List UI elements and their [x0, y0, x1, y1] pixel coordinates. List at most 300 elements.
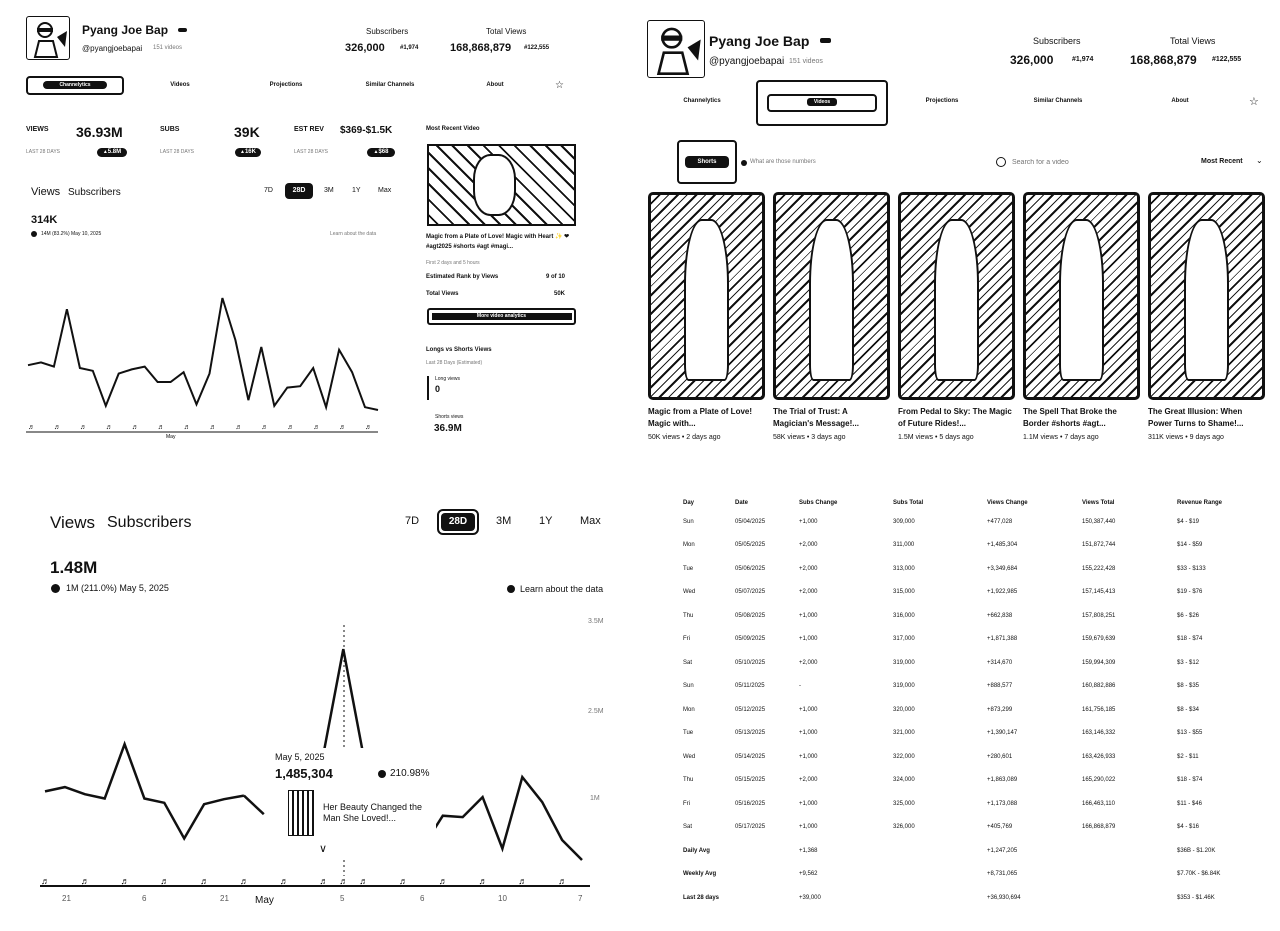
channel-name: Pyang Joe Bap — [709, 33, 810, 49]
table-cell: +1,173,088 — [987, 800, 1018, 807]
video-card[interactable] — [773, 192, 890, 441]
tooltip-video-title: Her Beauty Changed the Man She Loved!... — [323, 802, 423, 823]
x-axis-marker: ♬ — [157, 424, 165, 431]
table-cell — [735, 863, 799, 887]
info-icon — [31, 231, 37, 237]
table-cell: +2,000 — [799, 565, 818, 572]
views-period: LAST 28 DAYS — [26, 149, 60, 155]
table-cell: +1,390,147 — [987, 730, 1018, 737]
x-axis-marker: ♬ — [80, 876, 90, 886]
table-cell: 05/16/2025 — [735, 800, 766, 807]
table-cell: $4 - $19 — [1177, 518, 1200, 525]
tab-about[interactable]: About — [486, 82, 504, 88]
table-cell: Sun — [683, 683, 694, 690]
tab-videos[interactable]: Videos — [170, 82, 190, 88]
big-chart-panel — [0, 480, 620, 931]
x-axis-marker: ♬ — [131, 424, 139, 431]
channel-handle: @pyangjoebapai — [82, 44, 143, 53]
video-meta: 1.5M views • 5 days ago — [898, 434, 974, 441]
column-header: Revenue Range — [1177, 500, 1223, 506]
summary-row — [683, 839, 1263, 863]
video-thumbnail[interactable] — [898, 192, 1015, 400]
thumbnail-figure — [1059, 219, 1103, 381]
views-change-badge: ▲ 5.8M — [97, 148, 127, 157]
table-cell: +405,769 — [987, 824, 1013, 831]
x-tick-label: 7 — [578, 894, 583, 903]
table-row — [683, 628, 1263, 652]
x-tick-label: 21 — [62, 894, 71, 903]
table-cell: 326,000 — [893, 824, 915, 831]
x-axis-markers — [41, 876, 567, 886]
table-cell: Fri — [683, 636, 690, 643]
chart-subscribers-tab[interactable]: Subscribers — [68, 187, 121, 198]
chart-headline: 314K — [31, 214, 58, 226]
table-cell: +1,000 — [799, 824, 818, 831]
video-card[interactable] — [898, 192, 1015, 441]
search-icon[interactable] — [996, 157, 1006, 167]
table-cell: 165,290,022 — [1082, 777, 1116, 784]
column-header: Date — [735, 500, 749, 506]
x-tick-label: 10 — [498, 894, 507, 903]
tab-videos[interactable] — [756, 80, 888, 126]
tab-videos-inner — [767, 94, 877, 112]
avatar[interactable] — [26, 16, 70, 60]
sort-select[interactable]: Most Recent — [1201, 158, 1243, 165]
table-cell: Sat — [683, 824, 693, 831]
tab-projections[interactable]: Projections — [925, 98, 959, 104]
table-row — [683, 745, 1263, 769]
subscribers-value: 326,000 — [345, 42, 385, 54]
table-cell: +1,000 — [799, 800, 818, 807]
type-shorts-label: Shorts — [685, 156, 729, 168]
table-cell: +1,368 — [799, 847, 818, 854]
x-axis-marker: ♬ — [160, 876, 170, 886]
avatar-image — [648, 21, 705, 78]
video-card[interactable] — [648, 192, 765, 441]
table-cell: +1,000 — [799, 706, 818, 713]
x-axis-marker: ♬ — [478, 876, 488, 886]
table-cell: 166,463,110 — [1082, 800, 1115, 807]
table-cell: +2,000 — [799, 777, 818, 784]
learn-about-data-link[interactable]: Learn about the data — [330, 231, 377, 237]
range-3m[interactable]: 3M — [324, 187, 334, 194]
subscribers-value: 326,000 — [1010, 53, 1054, 67]
table-cell: 05/15/2025 — [735, 777, 766, 784]
table-cell: $19 - $76 — [1177, 589, 1203, 596]
x-axis-marker: ♬ — [209, 424, 217, 431]
x-axis-marker: ♬ — [279, 876, 289, 886]
x-axis-marker: ♬ — [399, 876, 408, 886]
total-views-value: 168,868,879 — [450, 42, 512, 54]
est-rev-label: EST REV — [294, 126, 324, 133]
video-meta: 50K views • 2 days ago — [648, 434, 721, 441]
table-cell: +888,577 — [987, 683, 1013, 690]
table-cell: +1,871,388 — [987, 636, 1018, 643]
tab-channelytics-label: Channelytics — [43, 81, 107, 89]
table-cell — [1082, 839, 1177, 863]
chart-views-tab[interactable]: Views — [31, 186, 61, 198]
table-cell — [893, 863, 987, 887]
video-title[interactable]: Magic from a Plate of Love! Magic with... — [648, 407, 753, 428]
x-axis-marker: ♬ — [319, 876, 329, 886]
tab-similar-channels[interactable]: Similar Channels — [365, 82, 415, 88]
x-axis-marker: ♬ — [558, 876, 568, 886]
long-views-box — [427, 376, 460, 400]
x-axis-marker: ♬ — [261, 424, 269, 431]
table-cell: 163,426,933 — [1082, 753, 1116, 760]
stats-table-panel — [640, 480, 1280, 931]
views-series-line — [244, 796, 264, 815]
views-series-line — [45, 744, 244, 838]
table-cell: $8 - $34 — [1177, 706, 1200, 713]
video-title[interactable]: The Spell That Broke the Border #shorts #agt... — [1023, 407, 1117, 428]
table-cell: - — [799, 683, 801, 690]
table-cell: 319,000 — [893, 683, 915, 690]
channel-handle: @pyangjoebapai — [709, 56, 785, 67]
x-tick-label: 6 — [142, 894, 147, 903]
table-cell: +477,028 — [987, 518, 1013, 525]
table-cell: $353 - $1.46K — [1177, 894, 1215, 901]
type-shorts[interactable] — [677, 140, 737, 184]
views-detail-chart — [0, 480, 620, 931]
table-header-row — [683, 496, 1263, 510]
est-rev-value: $369-$1.5K — [340, 125, 393, 136]
table-cell: 05/07/2025 — [735, 589, 766, 596]
chart-headline-change: 1M (211.0%) May 5, 2025 — [66, 583, 169, 593]
views-series-line — [323, 649, 363, 754]
table-cell: +873,299 — [987, 706, 1013, 713]
subs-period: LAST 28 DAYS — [160, 149, 194, 155]
video-count: 151 videos — [789, 58, 823, 65]
column-header: Subs Total — [893, 500, 924, 506]
table-cell: $18 - $74 — [1177, 636, 1203, 643]
subscribers-rank: #1,974 — [1072, 56, 1094, 63]
total-views-value: 168,868,879 — [1130, 53, 1197, 67]
rank-value: 9 of 10 — [546, 274, 566, 280]
table-cell — [1082, 886, 1177, 910]
x-axis-marker: ♬ — [239, 876, 249, 886]
table-cell: $36B - $1.20K — [1177, 847, 1216, 854]
table-cell: +36,930,694 — [987, 894, 1021, 901]
column-header: Subs Change — [799, 500, 838, 506]
table-cell: +3,349,684 — [987, 565, 1018, 572]
thumbnail-figure — [473, 154, 517, 216]
video-title[interactable]: From Pedal to Sky: The Magic of Future Rides!... — [898, 407, 1012, 428]
more-video-analytics-label: More video analytics — [432, 313, 572, 320]
table-cell: 324,000 — [893, 777, 915, 784]
more-video-analytics-button[interactable] — [427, 308, 576, 325]
pin-icon[interactable]: ☆ — [1249, 96, 1259, 108]
table-cell: 313,000 — [893, 565, 915, 572]
thumbnail-figure — [684, 219, 728, 381]
table-cell: +1,000 — [799, 636, 818, 643]
table-cell: 316,000 — [893, 612, 915, 619]
verified-badge — [820, 38, 831, 43]
tab-videos-label: Videos — [807, 98, 837, 106]
recent-views-value: 50K — [554, 291, 566, 297]
summary-row — [683, 886, 1263, 910]
total-views-rank: #122,555 — [1212, 56, 1242, 63]
table-cell: 05/04/2025 — [735, 518, 766, 525]
range-3m[interactable]: 3M — [496, 515, 512, 527]
subs-value: 39K — [234, 124, 260, 140]
video-card[interactable] — [1148, 192, 1265, 441]
overview-views-line — [28, 298, 378, 410]
y-tick-label: 3.5M — [588, 618, 604, 625]
recent-views-label: Total Views — [426, 291, 459, 297]
search-input[interactable] — [1012, 155, 1142, 169]
table-cell: Weekly Avg — [683, 871, 717, 878]
table-cell: $2 - $11 — [1177, 753, 1199, 760]
thumbnail-figure — [809, 219, 853, 381]
table-cell: $18 - $74 — [1177, 777, 1203, 784]
tab-similar-channels[interactable]: Similar Channels — [1033, 98, 1083, 104]
table-cell: +1,485,304 — [987, 542, 1018, 549]
table-cell: +2,000 — [799, 542, 818, 549]
table-cell: Last 28 days — [683, 894, 720, 901]
table-cell: +1,000 — [799, 612, 818, 619]
table-row — [683, 769, 1263, 793]
table-cell: 161,756,185 — [1082, 706, 1116, 713]
x-axis-marker: ♬ — [200, 876, 210, 886]
table-cell: Fri — [683, 800, 690, 807]
videos-panel — [640, 0, 1280, 460]
table-cell: $4 - $16 — [1177, 824, 1200, 831]
table-cell: 325,000 — [893, 800, 915, 807]
chart-subscribers-tab[interactable]: Subscribers — [107, 514, 192, 531]
table-cell — [893, 886, 987, 910]
video-thumbnail[interactable] — [773, 192, 890, 400]
table-cell: +9,562 — [799, 871, 818, 878]
table-cell: Sun — [683, 518, 694, 525]
overview-chart — [26, 240, 386, 440]
table-cell: +1,000 — [799, 753, 818, 760]
range-7d[interactable]: 7D — [405, 515, 420, 527]
range-max[interactable]: Max — [378, 187, 392, 194]
range-7d[interactable]: 7D — [264, 187, 273, 194]
table-cell: Wed — [683, 753, 696, 760]
overview-axis-month: May — [166, 434, 176, 440]
daily-stats-table — [683, 496, 1263, 910]
x-tick-label: 6 — [420, 894, 425, 903]
video-title[interactable]: The Great Illusion: When Power Turns to Shame!... — [1148, 407, 1244, 428]
y-tick-label: 1M — [590, 795, 600, 802]
x-axis-marker: ♬ — [105, 424, 113, 431]
avatar[interactable] — [647, 20, 705, 78]
table-cell — [735, 886, 799, 910]
shorts-views-label: Shorts views — [435, 414, 464, 420]
table-cell: 157,808,251 — [1082, 612, 1116, 619]
table-cell: 05/06/2025 — [735, 565, 766, 572]
x-tick-label: 5 — [340, 894, 345, 903]
overview-panel — [0, 0, 620, 460]
table-row — [683, 510, 1263, 534]
table-cell: 317,000 — [893, 636, 915, 643]
table-cell: 05/13/2025 — [735, 730, 766, 737]
x-axis-marker: ♬ — [120, 876, 130, 886]
video-thumbnail[interactable] — [1023, 192, 1140, 400]
video-meta: 1.1M views • 7 days ago — [1023, 434, 1099, 441]
range-1y[interactable]: 1Y — [352, 187, 361, 194]
x-axis-marker: ♬ — [339, 424, 347, 431]
table-cell: 159,994,309 — [1082, 659, 1116, 666]
x-axis-marker: ♬ — [313, 424, 321, 431]
table-cell: Tue — [683, 730, 694, 737]
table-cell: 321,000 — [893, 730, 915, 737]
tab-projections[interactable]: Projections — [269, 82, 303, 88]
tab-channelytics[interactable] — [26, 76, 124, 95]
table-cell: 05/05/2025 — [735, 542, 766, 549]
subscribers-label: Subscribers — [1033, 36, 1081, 46]
table-cell: +2,000 — [799, 659, 818, 666]
x-axis-marker: ♬ — [518, 876, 528, 886]
subscribers-label: Subscribers — [366, 27, 409, 36]
most-recent-published: First 2 days and 5 hours — [426, 260, 480, 266]
table-cell: +1,922,985 — [987, 589, 1018, 596]
table-cell: 315,000 — [893, 589, 915, 596]
pin-icon[interactable]: ☆ — [555, 80, 564, 91]
learn-about-data-link[interactable]: Learn about the data — [520, 584, 604, 594]
total-views-label: Total Views — [1170, 36, 1216, 46]
avatar-image — [27, 17, 70, 60]
table-cell: 151,872,744 — [1082, 542, 1116, 549]
rank-label: Estimated Rank by Views — [426, 274, 499, 280]
table-row — [683, 581, 1263, 605]
table-cell: 160,882,886 — [1082, 683, 1116, 690]
info-icon[interactable] — [741, 160, 747, 166]
subscribers-rank: #1,974 — [400, 45, 419, 51]
table-cell: 05/14/2025 — [735, 753, 766, 760]
table-cell: 05/10/2025 — [735, 659, 766, 666]
video-thumbnail[interactable] — [648, 192, 765, 400]
long-views-label: Long views — [435, 376, 461, 382]
x-axis-marker: ♬ — [339, 876, 349, 886]
video-meta: 58K views • 3 days ago — [773, 434, 846, 441]
longs-vs-shorts-sub: Last 28 Days (Estimated) — [426, 360, 483, 366]
table-cell: +662,838 — [987, 612, 1013, 619]
table-cell: 322,000 — [893, 753, 915, 760]
y-tick-label: 2.5M — [588, 708, 604, 715]
x-axis-marker: ♬ — [79, 424, 87, 431]
x-tick-label: May — [255, 895, 274, 906]
table-cell: 163,146,332 — [1082, 730, 1116, 737]
table-cell: +1,000 — [799, 518, 818, 525]
table-cell: +2,000 — [799, 589, 818, 596]
table-cell: 311,000 — [893, 542, 915, 549]
table-row — [683, 722, 1263, 746]
most-recent-thumbnail[interactable] — [427, 144, 576, 226]
channel-name: Pyang Joe Bap — [82, 23, 169, 37]
tooltip-date: May 5, 2025 — [275, 752, 325, 762]
table-cell: +39,000 — [799, 894, 821, 901]
subs-change-badge: ▲ 16K — [235, 148, 261, 157]
column-header: Day — [683, 500, 695, 506]
x-axis-marker: ♬ — [359, 876, 369, 886]
overview-x-axis — [26, 424, 378, 432]
est-rev-period: LAST 28 DAYS — [294, 149, 328, 155]
est-rev-change-badge: ▲ $68 — [367, 148, 395, 157]
table-cell: $3 - $12 — [1177, 659, 1200, 666]
table-cell: $11 - $46 — [1177, 800, 1202, 807]
x-axis-marker: ♬ — [365, 424, 372, 431]
video-card[interactable] — [1023, 192, 1140, 441]
range-1y[interactable]: 1Y — [539, 515, 553, 527]
table-cell: 05/12/2025 — [735, 706, 766, 713]
chart-views-tab[interactable]: Views — [50, 513, 96, 532]
table-cell — [893, 839, 987, 863]
summary-row — [683, 863, 1263, 887]
table-row — [683, 816, 1263, 840]
tooltip-change: 210.98% — [390, 768, 430, 779]
thumbnail-figure — [934, 219, 978, 381]
tab-about[interactable]: About — [1171, 98, 1189, 104]
table-cell: $8 - $35 — [1177, 683, 1200, 690]
table-cell — [1082, 863, 1177, 887]
table-cell: +1,247,205 — [987, 847, 1018, 854]
tooltip-value: 1,485,304 — [275, 766, 333, 781]
video-thumbnail[interactable] — [1148, 192, 1265, 400]
table-cell: $14 - $59 — [1177, 542, 1203, 549]
shorts-views-value: 36.9M — [434, 423, 462, 434]
info-icon — [378, 770, 386, 778]
table-cell: 150,387,440 — [1082, 518, 1116, 525]
table-cell: Thu — [683, 777, 694, 784]
chart-tooltip — [272, 748, 436, 858]
table-cell: 309,000 — [893, 518, 915, 525]
x-axis-marker: ♬ — [41, 876, 50, 886]
table-cell: $7.70K - $6.84K — [1177, 871, 1221, 878]
column-header: Views Total — [1082, 500, 1115, 506]
table-cell: Daily Avg — [683, 847, 710, 854]
table-cell: 05/11/2025 — [735, 683, 765, 690]
numbers-info-link[interactable]: What are those numbers — [750, 159, 816, 165]
table-row — [683, 604, 1263, 628]
x-axis-marker: ♬ — [287, 424, 295, 431]
x-axis-marker: ♬ — [438, 876, 448, 886]
tooltip-video-thumbnail — [288, 790, 314, 836]
range-28d[interactable]: 28D — [285, 183, 313, 199]
table-row — [683, 792, 1263, 816]
x-axis-marker: ♬ — [28, 424, 35, 431]
most-recent-title[interactable]: Magic from a Plate of Love! Magic with Heart ✨ ❤ #agt2025 #shorts #agt #magi... — [426, 234, 570, 250]
table-cell — [735, 839, 799, 863]
most-recent-heading: Most Recent Video — [426, 126, 480, 132]
total-views-label: Total Views — [486, 27, 527, 36]
chevron-down-icon[interactable]: ⌄ — [1256, 156, 1263, 165]
column-header: Views Change — [987, 500, 1028, 506]
table-cell: +314,670 — [987, 659, 1013, 666]
table-row — [683, 698, 1263, 722]
table-cell: Tue — [683, 565, 694, 572]
tab-channelytics[interactable]: Channelytics — [683, 98, 721, 104]
verified-badge — [178, 28, 187, 32]
subs-label: SUBS — [160, 126, 180, 133]
table-cell: 159,679,639 — [1082, 636, 1116, 643]
longs-vs-shorts-heading: Longs vs Shorts Views — [426, 347, 492, 353]
x-axis-marker: ♬ — [235, 424, 243, 431]
video-title[interactable]: The Trial of Trust: A Magician's Message!... — [773, 407, 859, 428]
table-cell: +8,731,065 — [987, 871, 1018, 878]
thumbnail-figure — [1184, 219, 1228, 381]
table-cell: 319,000 — [893, 659, 915, 666]
range-max[interactable]: Max — [580, 515, 601, 527]
table-cell: 166,868,879 — [1082, 824, 1116, 831]
range-28d-label: 28D — [441, 513, 475, 531]
table-cell: $6 - $26 — [1177, 612, 1200, 619]
table-cell: Mon — [683, 542, 695, 549]
table-cell: 320,000 — [893, 706, 915, 713]
table-cell: 157,145,413 — [1082, 589, 1116, 596]
